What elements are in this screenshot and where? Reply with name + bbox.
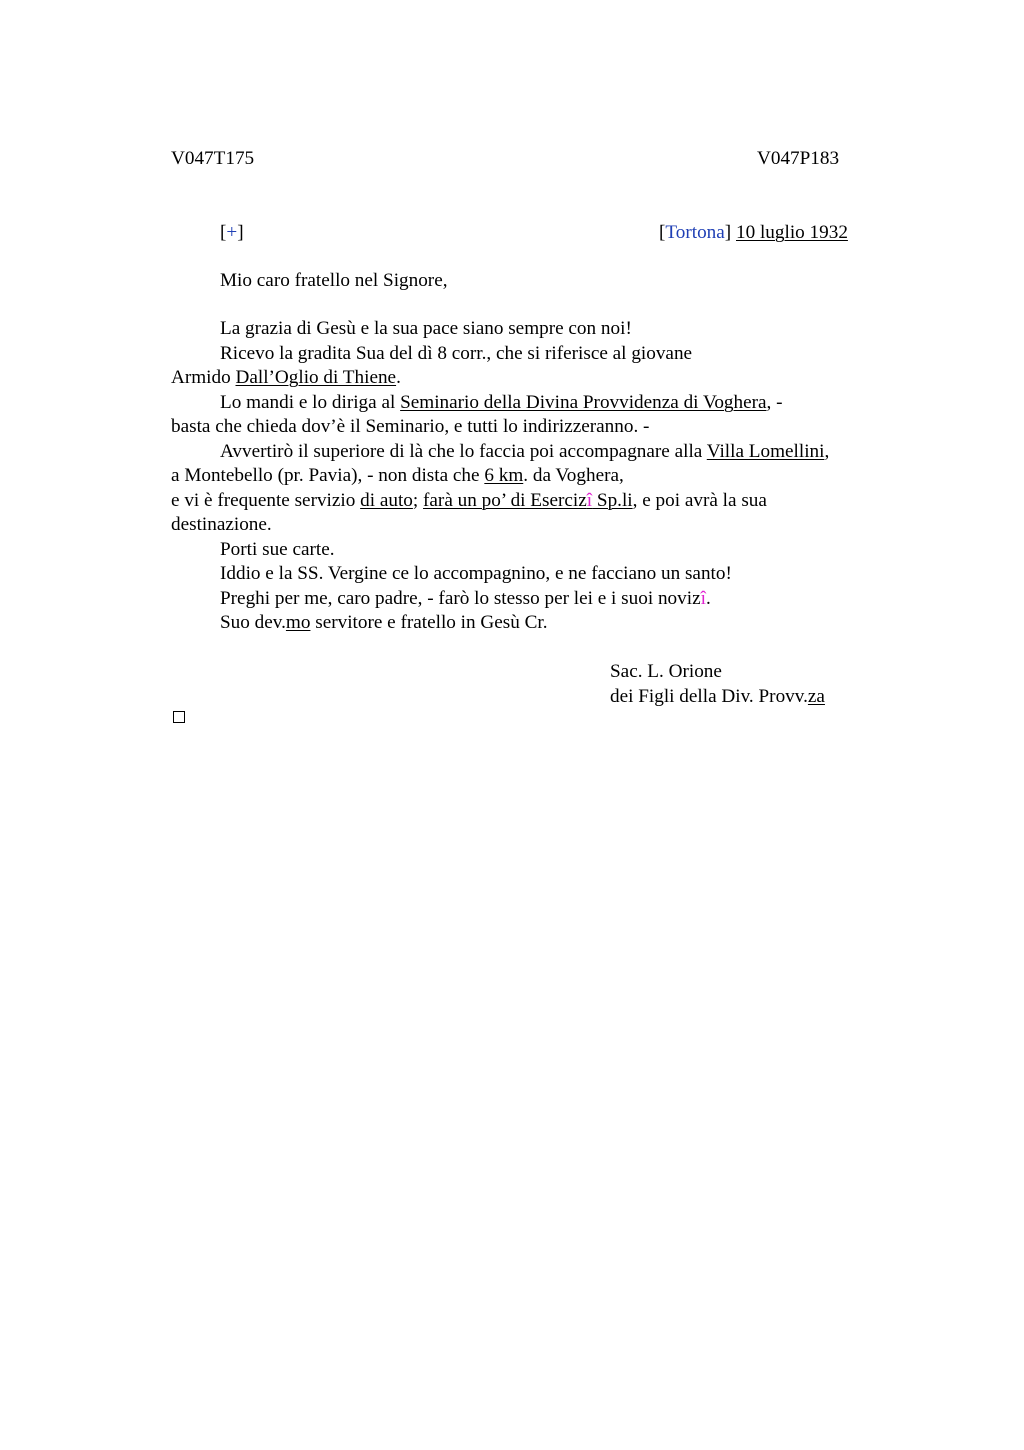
place-date: [Tortona] 10 luglio 1932 <box>659 222 848 243</box>
body-line: basta che chieda dov’è il Seminario, e tutti lo indirizzeranno. - <box>171 416 650 437</box>
esercizi-phrase: farà un po’ di Esercizî Sp.li <box>423 490 633 511</box>
signature-congregation: dei Figli della Div. Provv.za <box>610 686 825 707</box>
letter-date: 10 luglio 1932 <box>735 222 848 243</box>
document-code-left: V047T175 <box>171 148 255 169</box>
cross-mark: [+] <box>220 222 244 243</box>
body-line: a Montebello (pr. Pavia), - non dista che 6 km. da Voghera, <box>171 465 624 486</box>
body-line: Porti sue carte. <box>220 539 335 560</box>
body-line: Ricevo la gradita Sua del dì 8 corr., che si riferisce al giovane <box>220 343 693 364</box>
document-code-right: V047P183 <box>757 148 840 169</box>
cross-icon: + <box>226 222 238 243</box>
body-line: Lo mandi e lo diriga al Seminario della Divina Provvidenza di Voghera, - <box>220 392 783 413</box>
body-line: La grazia di Gesù e la sua pace siano sempre con noi! <box>220 318 632 339</box>
body-line: Suo dev.mo servitore e fratello in Gesù Cr. <box>220 612 548 633</box>
salutation: Mio caro fratello nel Signore, <box>220 270 448 291</box>
end-square-icon <box>173 711 185 723</box>
body-line: Preghi per me, caro padre, - farò lo stesso per lei e i suoi novizî. <box>220 588 711 609</box>
body-line: Armido Dall’Oglio di Thiene. <box>171 367 401 388</box>
body-line: Avvertirò il superiore di là che lo faccia poi accompagnare alla Villa Lomellini, <box>220 441 830 462</box>
place-name: Tortona <box>665 222 725 243</box>
body-line: destinazione. <box>171 514 272 535</box>
body-line: e vi è frequente servizio di auto; farà un po’ di Esercizî Sp.li, e poi avrà la sua <box>171 490 767 511</box>
signature-name: Sac. L. Orione <box>610 661 722 682</box>
body-line: Iddio e la SS. Vergine ce lo accompagnino, e ne facciano un santo! <box>220 563 732 584</box>
